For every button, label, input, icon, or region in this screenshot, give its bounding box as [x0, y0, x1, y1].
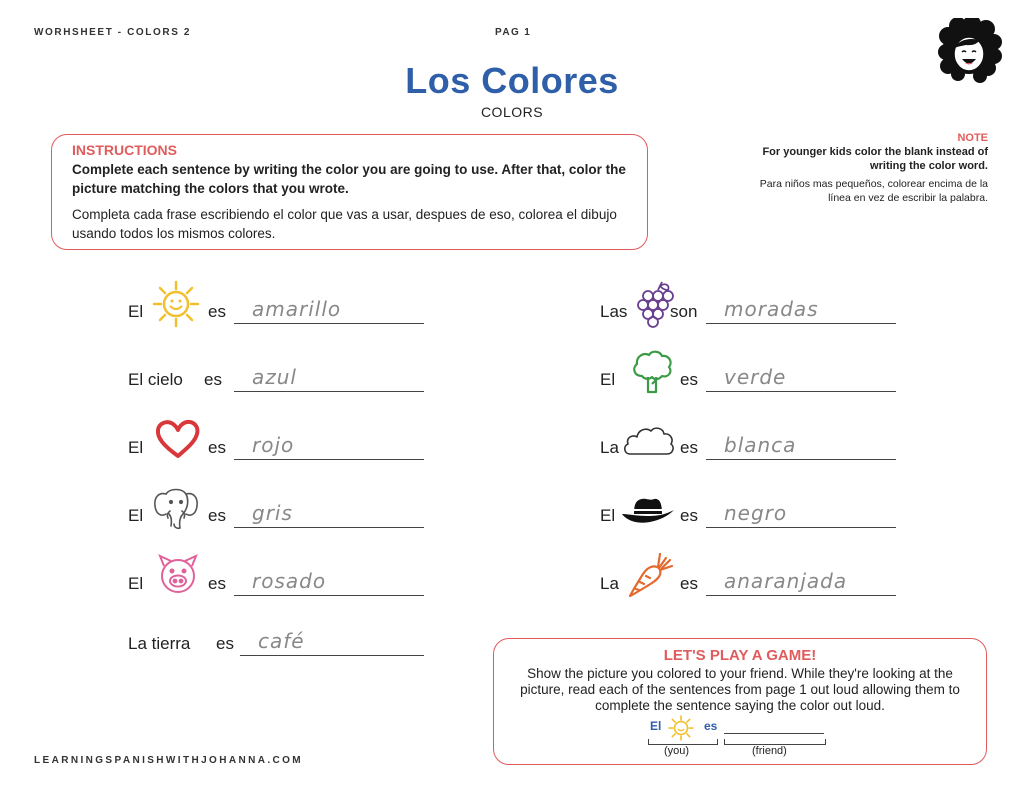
example-article: El [650, 719, 662, 733]
answer-text: rosado [252, 569, 327, 593]
answer-text: blanca [724, 433, 797, 457]
sentence-verb: es [204, 370, 222, 389]
sentence-verb: es [680, 438, 698, 457]
answer-text: anaranjada [724, 569, 848, 593]
sentence-article: El [128, 574, 144, 593]
answer-blank[interactable] [706, 560, 896, 596]
sentence-article: El [600, 506, 616, 525]
sentence-article: La [600, 574, 619, 593]
page-title: Los Colores [405, 60, 619, 101]
sentence-verb: son [670, 302, 698, 321]
instructions-heading: INSTRUCTIONS [72, 142, 177, 158]
sun-icon [668, 715, 694, 741]
page-number: PAG 1 [495, 27, 532, 38]
answer-text: verde [724, 365, 787, 389]
answer-text: rojo [252, 433, 295, 457]
sentence-verb: es [680, 370, 698, 389]
sentence-verb: es [208, 574, 226, 593]
answer-text: moradas [724, 297, 819, 321]
answer-text: azul [252, 365, 297, 389]
answer-blank[interactable] [706, 356, 896, 392]
note-box [748, 132, 988, 205]
game-box [493, 638, 987, 765]
sentence-cloud [600, 408, 900, 458]
answer-blank[interactable] [706, 288, 896, 324]
answer-blank[interactable] [234, 492, 424, 528]
sentence-heart [128, 408, 428, 458]
sentence-article: El [128, 438, 144, 457]
sentence-article: El [600, 370, 616, 389]
cloud-icon [622, 416, 676, 464]
note-english: For younger kids color the blank instead of writing the color word. [762, 146, 988, 172]
instructions-spanish: Completa cada frase escribiendo el color que vas a usar, despues de eso, colorea el dibujo usando todos los mismos colores. [72, 207, 617, 241]
answer-text: negro [724, 501, 788, 525]
sentence-carrot [600, 544, 900, 594]
sun-icon [152, 280, 200, 328]
answer-blank[interactable] [234, 560, 424, 596]
sentence-article: El [128, 506, 144, 525]
answer-text: café [258, 629, 305, 653]
answer-blank[interactable] [706, 492, 896, 528]
sentence-article: La [600, 438, 619, 457]
game-instructions: Show the picture you colored to your friend. While they're looking at the picture, read each of the sentences from page 1 out loud allowing them to complete the sentence saying the color out loud. [520, 666, 960, 713]
heart-icon [154, 416, 202, 464]
sentence-verb: es [208, 506, 226, 525]
sentence-hat [600, 476, 900, 526]
sentence-verb: es [680, 574, 698, 593]
you-label: (you) [664, 745, 690, 757]
answer-blank[interactable] [240, 620, 424, 656]
answer-text: gris [252, 501, 293, 525]
friend-label: (friend) [752, 745, 787, 757]
sentence-tree [600, 340, 900, 390]
instructions-box [51, 134, 648, 250]
sentence-sun [128, 272, 428, 322]
sentence-elephant [128, 476, 428, 526]
sentence-article: Las [600, 302, 628, 321]
sentence-article: El [128, 302, 144, 321]
note-spanish: Para niños mas pequeños, colorear encima de la línea en vez de escribir la palabra. [759, 178, 988, 204]
footer-url: LEARNINGSPANISHWITHJOHANNA.COM [34, 755, 304, 766]
tree-icon [628, 348, 676, 396]
sentence-sky [128, 340, 428, 390]
example-blank [724, 733, 824, 734]
answer-blank[interactable] [234, 356, 424, 392]
answer-blank[interactable] [234, 424, 424, 460]
sentence-article: La tierra [128, 634, 191, 653]
carrot-icon [626, 552, 674, 600]
hat-icon [620, 484, 676, 532]
note-heading: NOTE [957, 132, 988, 144]
example-verb: es [704, 719, 718, 733]
sentence-verb: es [208, 302, 226, 321]
sentence-pig [128, 544, 428, 594]
game-example [644, 715, 834, 759]
sentence-verb: es [208, 438, 226, 457]
sentence-earth [128, 604, 428, 654]
sentence-article: El cielo [128, 370, 183, 389]
worksheet-label: WORHSHEET - COLORS 2 [34, 27, 192, 38]
sentence-grapes [600, 272, 900, 322]
answer-blank[interactable] [706, 424, 896, 460]
pig-icon [154, 552, 202, 600]
answer-text: amarillo [252, 297, 342, 321]
game-heading: LET'S PLAY A GAME! [663, 647, 817, 664]
instructions-english: Complete each sentence by writing the color you are going to use. After that, color the picture matching the colors that you wrote. [72, 162, 626, 196]
sentence-verb: es [680, 506, 698, 525]
elephant-icon [152, 484, 200, 532]
answer-blank[interactable] [234, 288, 424, 324]
sentence-verb: es [216, 634, 234, 653]
page-subtitle: COLORS [480, 104, 544, 120]
